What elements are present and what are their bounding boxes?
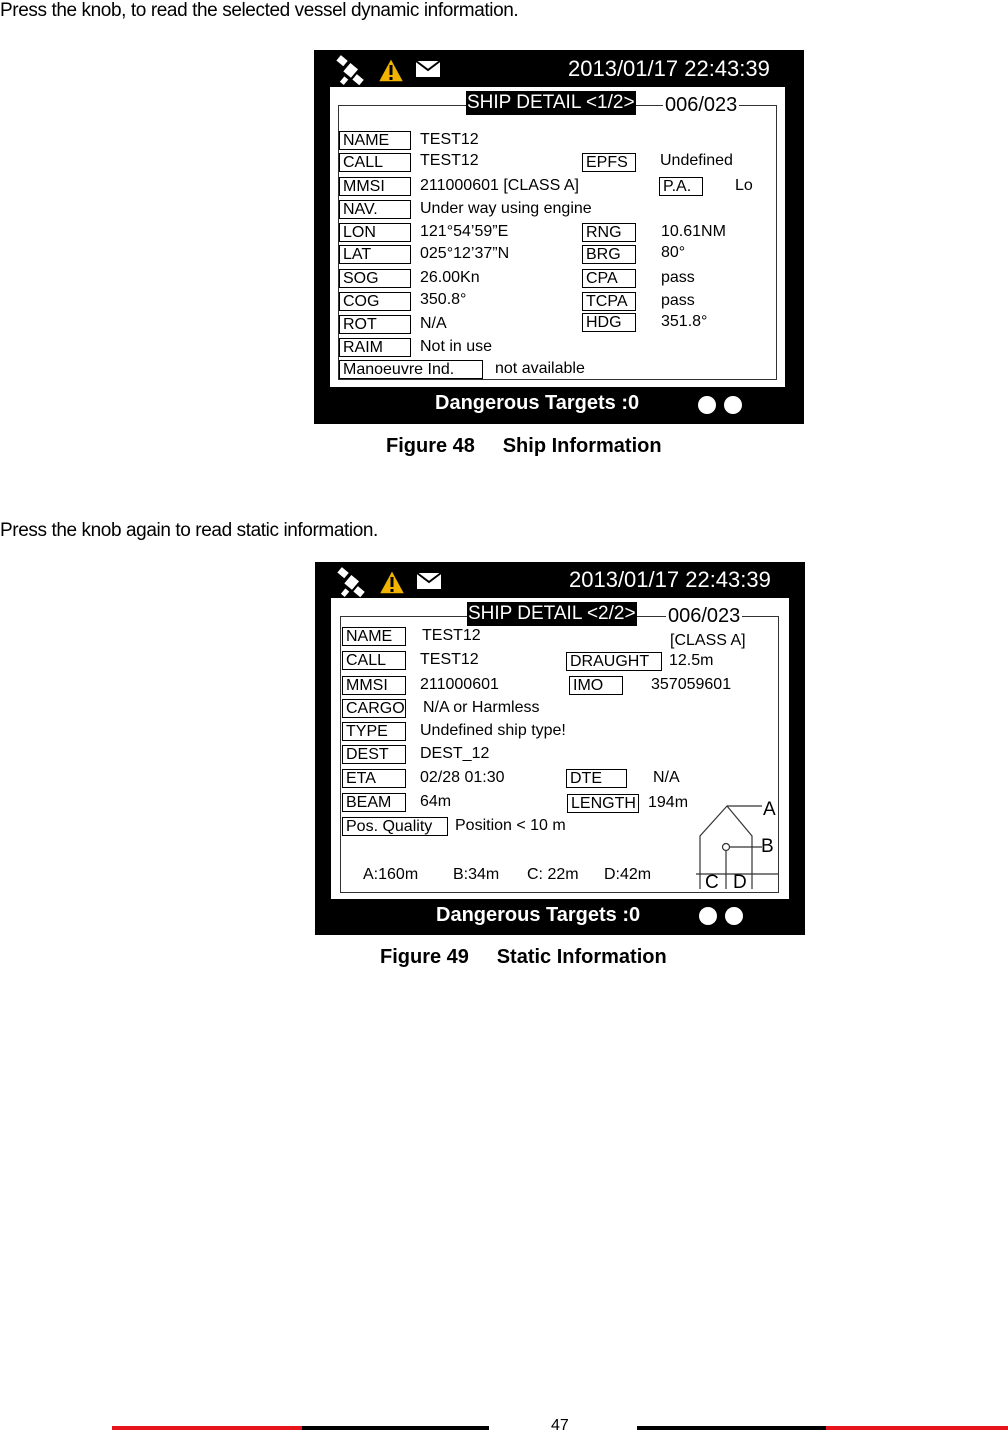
- footer-line-left-red: [112, 1426, 302, 1430]
- field-value: 121°54’59”E: [420, 223, 509, 240]
- field-value: Position < 10 m: [455, 817, 566, 834]
- field-label: TYPE: [342, 722, 406, 741]
- status-dot: [725, 907, 743, 925]
- field-value: Lo: [735, 177, 753, 194]
- dangerous-targets: Dangerous Targets :0: [435, 392, 640, 414]
- date-time: 2013/01/17 22:43:39: [569, 567, 771, 592]
- warning-icon: [376, 56, 406, 84]
- field-label: DEST: [342, 745, 406, 764]
- footer-line-right-black: [637, 1426, 826, 1430]
- field-label: NAV.: [339, 200, 411, 219]
- page-number: 47: [551, 1417, 569, 1434]
- detail-panel: [330, 87, 785, 387]
- footer-line-right-red: [826, 1426, 1008, 1430]
- field-value: 12.5m: [669, 652, 714, 669]
- field-label: NAME: [339, 131, 411, 150]
- target-count: 006/023: [668, 605, 741, 627]
- mail-icon: [416, 572, 442, 590]
- field-label: MMSI: [342, 676, 406, 695]
- static-info-screen: [315, 562, 805, 935]
- field-value: N/A or Harmless: [423, 699, 540, 716]
- diagram-letter-c: C: [705, 872, 719, 893]
- field-value: TEST12: [422, 627, 481, 644]
- field-value: TEST12: [420, 131, 479, 148]
- field-value: 64m: [420, 793, 452, 810]
- field-label: ETA: [342, 769, 406, 788]
- field-label: TCPA: [582, 292, 636, 311]
- satellite-icon: [334, 55, 368, 87]
- field-value: 80°: [661, 244, 686, 261]
- field-label: Manoeuvre Ind.: [339, 360, 483, 379]
- satellite-icon: [335, 567, 369, 599]
- field-label: LAT: [339, 245, 411, 264]
- status-dot: [699, 907, 717, 925]
- field-value: 025°12’37”N: [420, 245, 510, 262]
- field-value: 211000601: [420, 676, 499, 693]
- dimension-a: A:160m: [363, 866, 419, 883]
- field-label: BRG: [582, 245, 636, 264]
- field-label: BEAM: [342, 793, 406, 812]
- field-value: pass: [661, 292, 695, 309]
- field-value: N/A: [653, 769, 680, 786]
- field-label: IMO: [569, 676, 623, 695]
- field-value: 211000601 [CLASS A]: [420, 177, 579, 194]
- field-label: CARGO: [342, 699, 406, 718]
- date-time: 2013/01/17 22:43:39: [568, 56, 770, 81]
- dimension-b: B:34m: [453, 866, 500, 883]
- detail-title: SHIP DETAIL <2/2>: [468, 603, 636, 624]
- footer-line-left-black: [302, 1426, 489, 1430]
- field-label: SOG: [339, 269, 411, 288]
- field-label: RNG: [582, 223, 636, 242]
- field-value: 10.61NM: [661, 223, 726, 240]
- field-label: CALL: [342, 651, 406, 670]
- intro-paragraph-1: Press the knob, to read the selected vessel dynamic information.: [0, 0, 519, 21]
- mail-icon: [415, 60, 441, 78]
- field-value: DEST_12: [420, 745, 490, 762]
- field-label: EPFS: [582, 153, 636, 172]
- field-value: 351.8°: [661, 313, 708, 330]
- field-value: TEST12: [420, 651, 479, 668]
- dangerous-targets: Dangerous Targets :0: [436, 904, 641, 926]
- field-value: Undefined: [660, 152, 733, 169]
- field-label: COG: [339, 292, 411, 311]
- field-value: TEST12: [420, 152, 479, 169]
- field-value: 350.8°: [420, 291, 467, 308]
- vessel-class: [CLASS A]: [670, 632, 746, 649]
- status-dot: [724, 396, 742, 414]
- field-label: ROT: [339, 315, 411, 334]
- field-label: DRAUGHT: [566, 652, 662, 671]
- field-label: DTE: [566, 769, 627, 788]
- figure-49-caption: Figure 49 Static Information: [380, 946, 667, 968]
- field-label: RAIM: [339, 338, 411, 357]
- field-label: Pos. Quality: [342, 817, 448, 836]
- detail-panel: [331, 598, 789, 899]
- dimension-c: C: 22m: [527, 866, 579, 883]
- field-value: 02/28 01:30: [420, 769, 505, 786]
- figure-48-caption: Figure 48 Ship Information: [386, 435, 662, 457]
- diagram-letter-b: B: [761, 836, 774, 857]
- diagram-letter-d: D: [733, 872, 747, 893]
- field-label: CPA: [582, 269, 636, 288]
- dimension-d: D:42m: [604, 866, 652, 883]
- field-value: Under way using engine: [420, 200, 592, 217]
- field-label: HDG: [582, 313, 636, 332]
- field-label: LON: [339, 223, 411, 242]
- field-label: NAME: [342, 627, 406, 646]
- field-value: Not in use: [420, 338, 493, 355]
- field-value: not available: [495, 360, 585, 377]
- diagram-letter-a: A: [763, 799, 776, 820]
- status-dot: [698, 396, 716, 414]
- target-count: 006/023: [665, 94, 738, 116]
- ship-info-screen: [314, 50, 804, 424]
- field-label: CALL: [339, 153, 411, 172]
- detail-title: SHIP DETAIL <1/2>: [467, 92, 635, 113]
- field-value: 26.00Kn: [420, 269, 480, 286]
- field-label: LENGTH: [567, 794, 639, 813]
- field-label: P.A.: [659, 177, 703, 196]
- field-value: 194m: [648, 794, 689, 811]
- warning-icon: [377, 568, 407, 596]
- field-value: Undefined ship type!: [420, 722, 566, 739]
- field-value: N/A: [420, 315, 447, 332]
- field-value: pass: [661, 269, 695, 286]
- field-label: MMSI: [339, 177, 411, 196]
- intro-paragraph-2: Press the knob again to read static information.: [0, 520, 378, 541]
- field-value: 357059601: [651, 676, 732, 693]
